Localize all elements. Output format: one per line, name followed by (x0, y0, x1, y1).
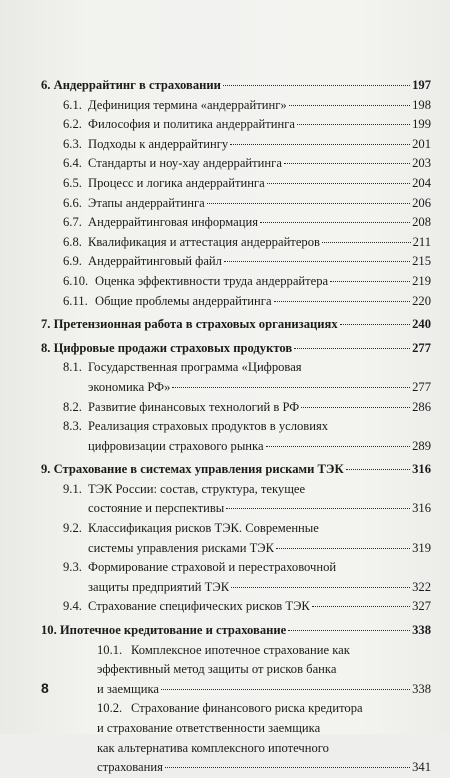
section-title: Андеррайтинговая информация (88, 215, 258, 230)
section-title-line: как альтернатива комплексного ипотечного (97, 740, 329, 755)
section-title-line: и страхование ответственности заемщика (97, 721, 321, 735)
dot-leader (289, 104, 410, 106)
section-title: Дефиниция термина «андеррайтинг» (88, 97, 287, 112)
dot-leader (266, 445, 411, 447)
page-ref: 204 (412, 175, 431, 190)
page-ref: 316 (412, 462, 431, 477)
section-code: 6.3. (63, 136, 82, 151)
page-ref: 322 (412, 579, 431, 594)
section-title: Андеррайтинговый файл (88, 254, 222, 269)
section-code: 9.4. (63, 599, 82, 614)
section-code: 6.4. (63, 156, 82, 171)
table-of-contents (41, 72, 431, 778)
section-title-line: защиты предприятий ТЭК (88, 579, 230, 594)
toc-chapter-7[interactable] (41, 315, 431, 335)
page-ref: 286 (412, 399, 431, 414)
section-title-line: Государственная программа «Цифровая (88, 360, 302, 375)
dot-leader (223, 84, 410, 86)
dot-leader (172, 386, 410, 388)
toc-chapter-9[interactable] (41, 460, 431, 480)
section-title: Процесс и логика андеррайтинга (88, 175, 265, 190)
dot-leader (231, 586, 410, 588)
section-title-line: Формирование страховой и перестраховочной (88, 560, 337, 575)
section-title-line: Комплексное ипотечное страхование как (131, 642, 350, 657)
page-ref: 277 (412, 340, 431, 355)
toc-item-6-6[interactable] (41, 194, 431, 214)
toc-chapter-8[interactable] (41, 339, 431, 359)
section-title: Подходы к андеррайтингу (88, 136, 229, 151)
toc-item-6-11[interactable] (41, 292, 431, 312)
toc-item-6-10[interactable] (41, 272, 431, 292)
toc-item-9-1[interactable] (41, 480, 431, 519)
section-code: 6.5. (63, 175, 82, 190)
page-ref: 208 (412, 215, 431, 230)
chapter-title: 9. Страхование в системах управления рисками ТЭК (41, 462, 344, 477)
section-title-line: Страхование финансового риска кредитора (131, 701, 363, 716)
dot-leader (274, 300, 411, 302)
section-code: 10.1. (97, 642, 123, 657)
page-ref: 198 (412, 97, 431, 112)
toc-item-10-1[interactable] (41, 641, 431, 700)
toc-item-6-5[interactable] (41, 174, 431, 194)
dot-leader (322, 241, 411, 243)
page-ref: 215 (412, 254, 431, 269)
section-title: Этапы андеррайтинга (88, 195, 205, 210)
section-title-line: состояние и перспективы (88, 501, 225, 516)
dot-leader (288, 629, 410, 631)
toc-item-9-3[interactable] (41, 558, 431, 597)
section-code: 6.9. (63, 254, 82, 269)
dot-leader (165, 766, 410, 768)
section-code: 6.10. (63, 273, 89, 288)
page-ref: 277 (412, 379, 431, 394)
dot-leader (284, 162, 410, 164)
section-code: 10.2. (97, 701, 123, 716)
section-code: 8.2. (63, 399, 82, 414)
page-ref: 199 (412, 117, 431, 132)
dot-leader (346, 468, 411, 470)
section-title-line: цифровизации страхового рынка (88, 438, 264, 453)
toc-item-6-7[interactable] (41, 213, 431, 233)
toc-chapter-6[interactable] (41, 76, 431, 96)
dot-leader (226, 507, 410, 509)
section-title-line: страхования (97, 760, 163, 775)
dot-leader (161, 688, 410, 690)
section-title-line: ТЭК России: состав, структура, текущее (88, 481, 306, 496)
toc-item-8-1[interactable] (41, 358, 431, 397)
dot-leader (297, 123, 410, 125)
section-title: Развитие финансовых технологий в РФ (88, 399, 300, 414)
section-title: Стандарты и ноу-хау андеррайтинга (88, 156, 282, 171)
section-code: 6.6. (63, 195, 82, 210)
dot-leader (276, 547, 410, 549)
section-title: Квалификация и аттестация андеррайтеров (88, 234, 320, 249)
section-code: 9.3. (63, 560, 82, 575)
section-title-line: эффективный метод защиты от рисков банка (97, 662, 337, 677)
dot-leader (207, 202, 410, 204)
dot-leader (224, 260, 410, 262)
section-code: 6.7. (63, 215, 82, 230)
chapter-title: 7. Претензионная работа в страховых организациях (41, 317, 338, 332)
section-code: 9.1. (63, 481, 82, 496)
toc-item-6-3[interactable] (41, 135, 431, 155)
dot-leader (340, 323, 410, 325)
page-ref: 319 (412, 540, 431, 555)
section-title: Страхование специфических рисков ТЭК (88, 599, 310, 614)
toc-item-6-2[interactable] (41, 115, 431, 135)
section-code: 6.8. (63, 234, 82, 249)
page-ref: 289 (412, 438, 431, 453)
page-ref: 201 (412, 136, 431, 151)
chapter-title: 10. Ипотечное кредитование и страхование (41, 623, 287, 638)
toc-item-6-1[interactable] (41, 96, 431, 116)
chapter-title: 6. Андеррайтинг в страховании (41, 78, 221, 92)
dot-leader (330, 280, 410, 282)
section-code: 8.3. (63, 419, 82, 434)
page-ref: 197 (412, 78, 431, 92)
page-ref: 206 (412, 195, 431, 210)
toc-item-9-4[interactable] (41, 597, 431, 617)
page-ref: 338 (412, 623, 431, 638)
section-code: 6.1. (63, 97, 82, 112)
section-code: 8.1. (63, 360, 82, 375)
dot-leader (260, 221, 410, 223)
section-title-line: Реализация страховых продуктов в условиях (88, 419, 329, 434)
dot-leader (230, 143, 410, 145)
page-ref: 327 (412, 599, 431, 614)
toc-item-6-8[interactable] (41, 233, 431, 253)
toc-item-8-3[interactable] (41, 417, 431, 456)
section-code: 6.11. (63, 293, 88, 308)
section-title: Общие проблемы андеррайтинга (95, 293, 272, 308)
section-code: 9.2. (63, 521, 82, 536)
toc-item-9-2[interactable] (41, 519, 431, 558)
page-ref: 211 (412, 234, 431, 249)
dot-leader (301, 406, 410, 408)
dot-leader (312, 605, 410, 607)
dot-leader (267, 182, 410, 184)
page-ref: 240 (412, 317, 431, 332)
page-ref: 220 (412, 293, 431, 308)
toc-item-10-2[interactable] (41, 699, 431, 777)
page-ref: 203 (412, 156, 431, 171)
page-ref: 338 (412, 681, 431, 696)
section-title-line: экономика РФ» (88, 379, 171, 394)
section-title-line: Классификация рисков ТЭК. Современные (88, 521, 319, 536)
toc-item-6-9[interactable] (41, 252, 431, 272)
page-ref: 219 (412, 273, 431, 288)
page-ref: 316 (412, 501, 431, 516)
section-title-line: и заемщика (97, 681, 159, 696)
page-ref: 341 (412, 760, 431, 775)
section-title: Философия и политика андеррайтинга (88, 117, 295, 132)
dot-leader (294, 347, 410, 349)
toc-item-6-4[interactable] (41, 154, 431, 174)
toc-item-8-2[interactable] (41, 398, 431, 418)
section-title: Оценка эффективности труда андеррайтера (95, 273, 329, 288)
chapter-title: 8. Цифровые продажи страховых продуктов (41, 340, 293, 355)
section-code: 6.2. (63, 117, 82, 132)
toc-chapter-10[interactable] (41, 621, 431, 641)
page-number: 8 (41, 680, 49, 696)
section-title-line: системы управления рисками ТЭК (88, 540, 274, 555)
